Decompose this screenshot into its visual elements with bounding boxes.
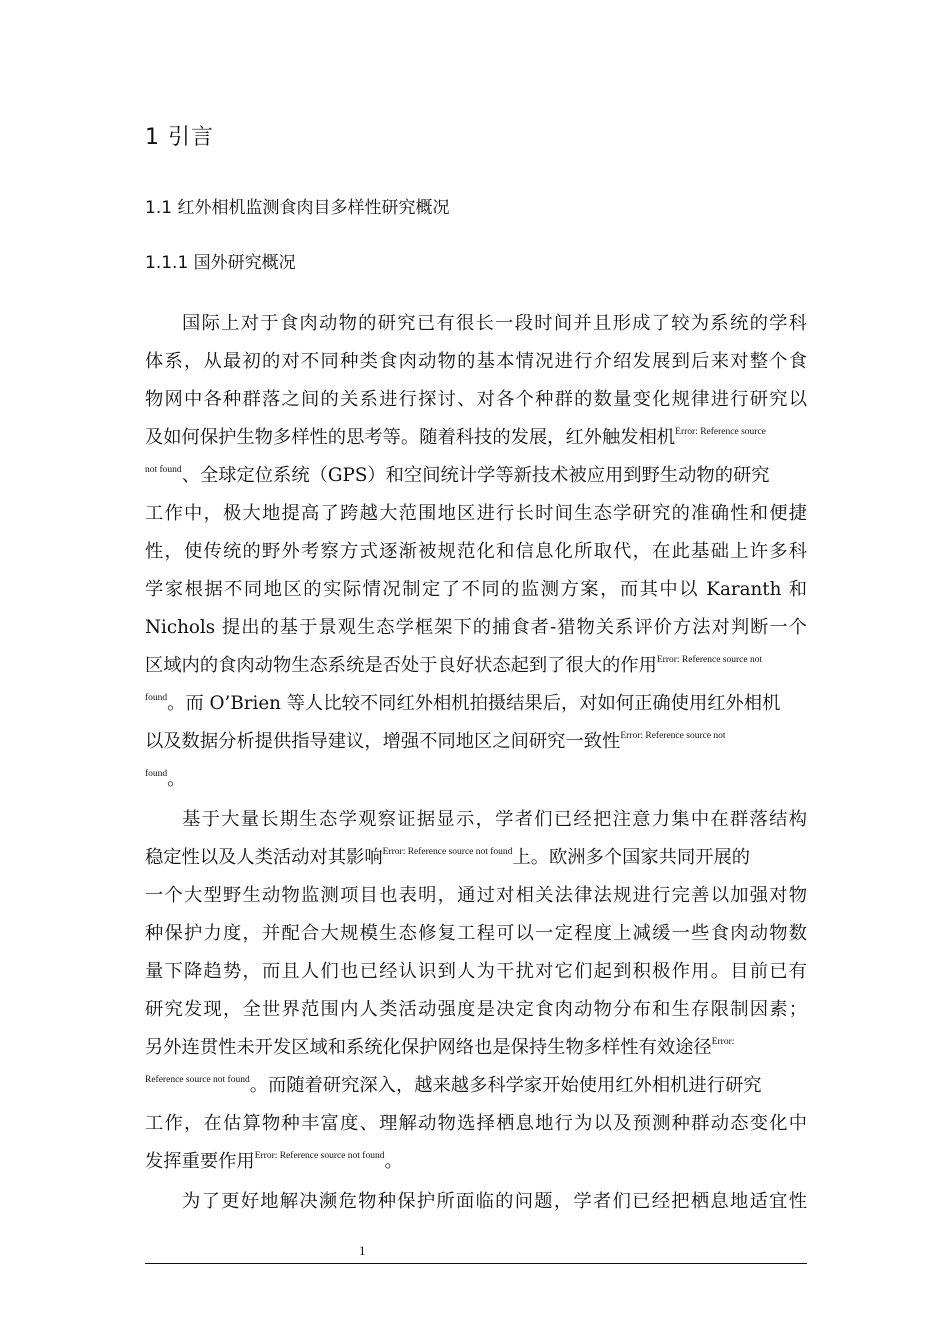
paragraph-line: 基于大量长期生态学观察证据显示，学者们已经把注意力集中在群落结构 [182,809,807,830]
reference-error: Error: Reference source not [656,655,763,665]
line-text: 以及数据分析提供指导建议，增强不同地区之间研究一致性 [145,731,621,752]
line-text: 稳定性以及人类活动对其影响 [145,847,383,868]
chapter-heading: 1 引言 [145,125,214,150]
reference-error: Error: Reference source not found [382,847,513,857]
reference-error: not found [145,465,182,475]
line-text: 。而 O’Brien 等人比较不同红外相机拍摄结果后，对如何正确使用红外相机 [167,693,781,714]
reference-error: found [145,693,168,703]
section-heading: 1.1 红外相机监测食肉目多样性研究概况 [145,198,450,218]
paragraph-line [145,1150,807,1174]
paragraph-line: 种保护力度，并配合大规模生态修复工程可以一定程度上减缓一些食肉动物数 [145,923,807,944]
subsection-heading: 1.1.1 国外研究概况 [145,253,296,273]
paragraph-line: 国际上对于食肉动物的研究已有很长一段时间并且形成了较为系统的学科 [182,313,807,334]
paragraph-line [145,464,807,488]
line-text: 区域内的食肉动物生态系统是否处于良好状态起到了很大的作用 [145,655,657,676]
line-text: 上。欧洲多个国家共同开展的 [512,847,751,868]
reference-error: Error: Reference source not [620,731,726,741]
paragraph-line: 为了更好地解决濒危物种保护所面临的问题，学者们已经把栖息地适宜性 [182,1191,807,1212]
paragraph-line: 研究发现，全世界范围内人类活动强度是决定食肉动物分布和生存限制因素； [145,999,807,1020]
reference-error: Reference source not found [145,1075,250,1085]
paragraph-line: 体系，从最初的对不同种类食肉动物的基本情况进行介绍发展到后来对整个食 [145,351,807,372]
line-text: 发挥重要作用 [145,1151,255,1172]
paragraph-line: 物网中各种群落之间的关系进行探讨、对各个种群的数量变化规律进行研究以 [145,389,807,410]
line-text: 另外连贯性未开发区域和系统化保护网络也是保持生物多样性有效途径 [145,1037,712,1058]
line-text: 。 [167,769,186,790]
paragraph-line: 工作中，极大地提高了跨越大范围地区进行长时间生态学研究的准确性和便捷 [145,503,807,524]
paragraph-line: 性，使传统的野外考察方式逐渐被规范化和信息化所取代，在此基础上许多科 [145,541,807,562]
paragraph-line: 工作，在估算物种丰富度、理解动物选择栖息地行为以及预测种群动态变化中 [145,1113,807,1134]
line-text: 。而随着研究深入，越来越多科学家开始使用红外相机进行研究 [249,1075,762,1096]
paragraph-line: 学家根据不同地区的实际情况制定了不同的监测方案，而其中以 Karanth 和 [145,579,807,600]
paragraph-line [145,730,807,754]
footer-divider [145,1263,807,1264]
line-text: 。 [384,1151,403,1172]
reference-error: found [145,769,168,779]
paragraph-line [145,846,807,870]
reference-error: Error: [711,1037,735,1047]
reference-error: Error: Reference source not found [254,1151,385,1161]
page-number: 1 [359,1243,366,1258]
paragraph-line [145,1036,807,1060]
paragraph-line: 一个大型野生动物监测项目也表明，通过对相关法律法规进行完善以加强对物 [145,885,807,906]
paragraph-line: Nichols 提出的基于景观生态学框架下的捕食者-猎物关系评价方法对判断一个 [145,617,807,638]
reference-error: Error: Reference source [675,427,766,437]
line-text: 及如何保护生物多样性的思考等。随着科技的发展，红外触发相机 [145,427,676,448]
paragraph-line [145,654,807,678]
paragraph-line [145,1074,807,1098]
paragraph-line [145,768,807,792]
paragraph-line [145,692,807,716]
paragraph-line [145,426,807,450]
line-text: 、全球定位系统（GPS）和空间统计学等新技术被应用到野生动物的研究 [181,465,770,486]
paragraph-line: 量下降趋势，而且人们也已经认识到人为干扰对它们起到积极作用。目前已有 [145,961,807,982]
